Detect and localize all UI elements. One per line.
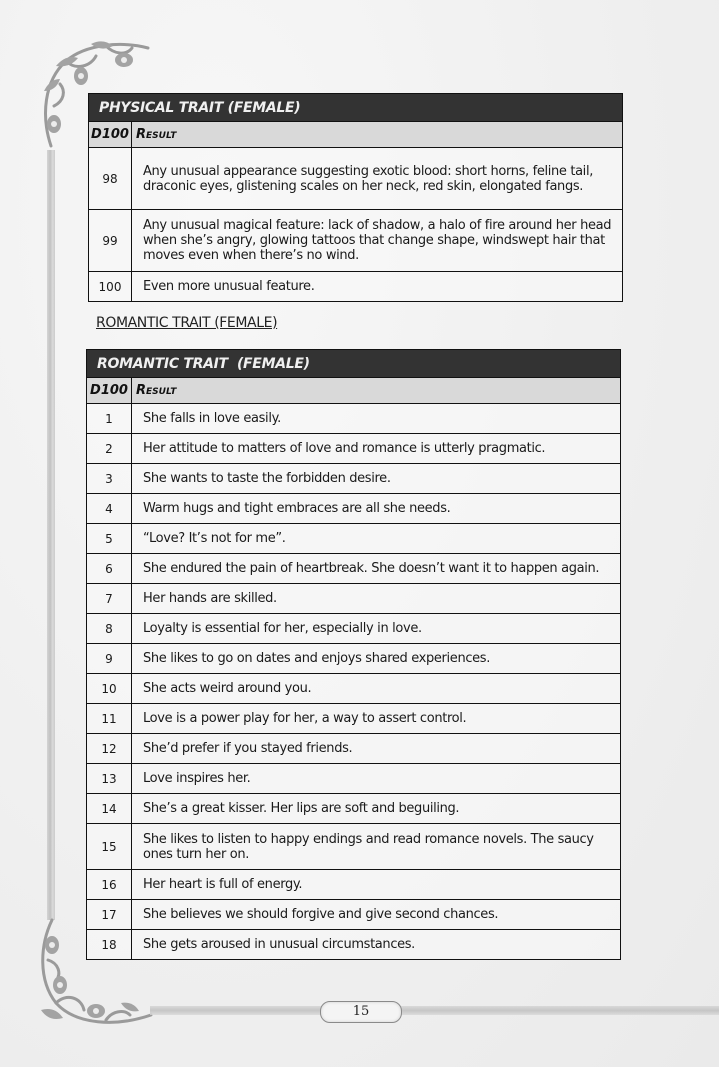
table-row (87, 704, 621, 734)
column-header-die: D100 (87, 378, 132, 404)
roll-value: 14 (87, 794, 132, 824)
page-number: 15 (320, 1001, 402, 1023)
table-row (89, 148, 623, 210)
table-row (87, 554, 621, 584)
table-row (87, 900, 621, 930)
table-row (87, 524, 621, 554)
table-header-row (89, 122, 623, 148)
table-row (87, 794, 621, 824)
result-text: Any unusual magical feature: lack of shadow, a halo of fire around her head when she’s angry, glowing tattoos that change shape, windswept hair that moves even when there’s no wind. (132, 210, 623, 272)
table-row (87, 404, 621, 434)
result-text: Her attitude to matters of love and romance is utterly pragmatic. (132, 434, 621, 464)
roll-value: 1 (87, 404, 132, 434)
result-text: She falls in love easily. (132, 404, 621, 434)
result-text: Love is a power play for her, a way to assert control. (132, 704, 621, 734)
roll-value: 8 (87, 614, 132, 644)
table-header-row (87, 378, 621, 404)
roll-value: 98 (89, 148, 132, 210)
result-text: She’s a great kisser. Her lips are soft and beguiling. (132, 794, 621, 824)
roll-value: 11 (87, 704, 132, 734)
roll-value: 12 (87, 734, 132, 764)
table-row (87, 614, 621, 644)
result-text: Any unusual appearance suggesting exotic blood: short horns, feline tail, draconic eyes, glistening scales on her neck, red skin, elongated fangs. (132, 148, 623, 210)
result-text: She likes to go on dates and enjoys shared experiences. (132, 644, 621, 674)
result-text: Loyalty is essential for her, especially in love. (132, 614, 621, 644)
table-row (87, 764, 621, 794)
table-title-row (87, 350, 621, 378)
table-row (89, 210, 623, 272)
roll-value: 16 (87, 870, 132, 900)
roll-value: 99 (89, 210, 132, 272)
result-text: She wants to taste the forbidden desire. (132, 464, 621, 494)
column-header-result (132, 378, 621, 404)
table-title-row (89, 94, 623, 122)
table-row (87, 824, 621, 870)
column-header-result-label: Result (136, 383, 177, 398)
roll-value: 7 (87, 584, 132, 614)
column-header-result (132, 122, 623, 148)
result-text: Love inspires her. (132, 764, 621, 794)
roll-value: 9 (87, 644, 132, 674)
column-header-die: D100 (89, 122, 132, 148)
table-title: PHYSICAL TRAIT (FEMALE) (89, 94, 623, 122)
result-text: She’d prefer if you stayed friends. (132, 734, 621, 764)
table-row (87, 870, 621, 900)
result-text: She acts weird around you. (132, 674, 621, 704)
roll-value: 100 (89, 272, 132, 302)
table-row (87, 464, 621, 494)
table-row (87, 494, 621, 524)
bottom-border-rule (150, 1006, 719, 1015)
roll-value: 13 (87, 764, 132, 794)
table-row (87, 644, 621, 674)
table-row (87, 734, 621, 764)
section-link-romantic-trait[interactable]: ROMANTIC TRAIT (FEMALE) (96, 315, 278, 331)
table-row (87, 584, 621, 614)
result-text: Her heart is full of energy. (132, 870, 621, 900)
physical-trait-table (88, 93, 623, 302)
roll-value: 18 (87, 930, 132, 960)
roll-value: 10 (87, 674, 132, 704)
result-text: She believes we should forgive and give second chances. (132, 900, 621, 930)
result-text: She endured the pain of heartbreak. She doesn’t want it to happen again. (132, 554, 621, 584)
result-text: Even more unusual feature. (132, 272, 623, 302)
romantic-trait-table (86, 349, 621, 960)
roll-value: 15 (87, 824, 132, 870)
result-text: She likes to listen to happy endings and read romance novels. The saucy ones turn her on. (132, 824, 621, 870)
table-row (89, 272, 623, 302)
roll-value: 2 (87, 434, 132, 464)
table-row (87, 674, 621, 704)
roll-value: 5 (87, 524, 132, 554)
roll-value: 17 (87, 900, 132, 930)
result-text: “Love? It’s not for me”. (132, 524, 621, 554)
roll-value: 3 (87, 464, 132, 494)
result-text: Her hands are skilled. (132, 584, 621, 614)
table-row (87, 434, 621, 464)
roll-value: 6 (87, 554, 132, 584)
roll-value: 4 (87, 494, 132, 524)
side-border-rule (47, 150, 55, 920)
result-text: She gets aroused in unusual circumstances. (132, 930, 621, 960)
table-row (87, 930, 621, 960)
column-header-result-label: Result (136, 127, 177, 142)
table-title: ROMANTIC TRAIT (FEMALE) (87, 350, 621, 378)
result-text: Warm hugs and tight embraces are all she needs. (132, 494, 621, 524)
